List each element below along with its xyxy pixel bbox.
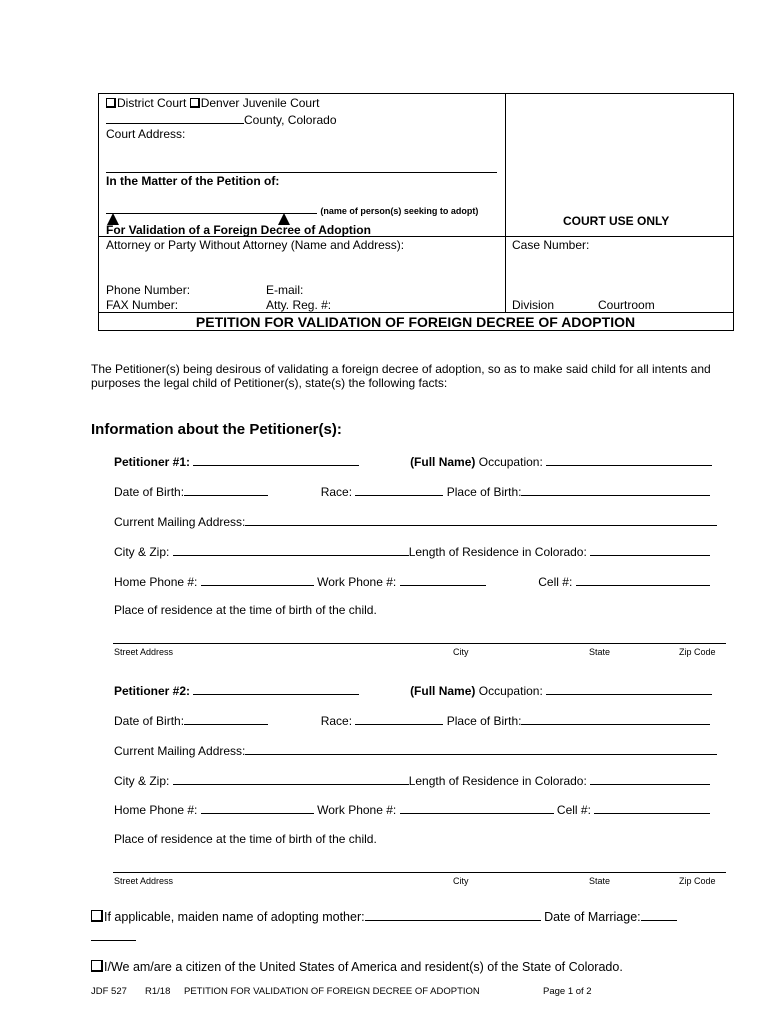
county-label: County, Colorado [244, 113, 337, 127]
footer-revision: R1/18 [145, 986, 171, 997]
court-address-label: Court Address: [106, 127, 186, 141]
intro-paragraph: The Petitioner(s) being desirous of validating a foreign decree of adoption, so as to make said child for all intents and purposes the legal child of Petitioner(s), state(s) the following facts: [91, 362, 711, 390]
marriage-label: Date of Marriage: [544, 910, 641, 924]
petitioner2-state-caption: State [589, 876, 611, 886]
petitioner2-dob-field[interactable] [184, 713, 268, 725]
petitioner2-home-phone-label: Home Phone #: [114, 803, 198, 817]
petitioner1-city-caption: City [453, 647, 469, 657]
petitioner1-city-row [114, 544, 726, 559]
caption-row-line-2 [98, 312, 733, 313]
petitioner1-work-phone-label: Work Phone #: [317, 575, 397, 589]
petitioner1-home-phone-label: Home Phone #: [114, 575, 198, 589]
petitioner1-pob-field[interactable] [521, 484, 710, 496]
petitioner1-mailing-field[interactable] [245, 514, 717, 526]
county-line [106, 112, 337, 127]
petitioner1-cell-label: Cell #: [538, 575, 573, 589]
petitioner1-pob-label: Place of Birth: [446, 485, 522, 499]
footer-form-id: JDF 527 [91, 986, 127, 997]
petitioner-name-line [106, 202, 478, 217]
petitioner1-zip-caption: Zip Code [679, 647, 716, 657]
petitioner2-residence-length-field[interactable] [590, 773, 710, 785]
petitioner2-work-phone-field[interactable] [400, 802, 554, 814]
footer-title: PETITION FOR VALIDATION OF FOREIGN DECREE OF ADOPTION [184, 986, 480, 997]
petitioner2-place-residence-label: Place of residence at the time of birth of the child. [114, 832, 377, 846]
citizen-row [91, 960, 623, 974]
petitioner2-city-row [114, 773, 726, 788]
marriage-field-part2[interactable] [91, 940, 136, 941]
petitioner2-pob-field[interactable] [521, 713, 710, 725]
petitioner1-residence-length-field[interactable] [590, 544, 710, 556]
county-field[interactable] [106, 112, 244, 124]
maiden-label: If applicable, maiden name of adopting mother: [104, 910, 365, 924]
petitioner2-city-caption: City [453, 876, 469, 886]
petitioner1-race-label: Race: [320, 485, 353, 499]
petitioner1-street-caption: Street Address [114, 647, 174, 657]
petitioner2-occupation-label: Occupation: [478, 684, 543, 698]
petitioner1-dob-row [114, 484, 726, 499]
case-number-label[interactable]: Case Number: [512, 238, 590, 252]
attorney-label: Attorney or Party Without Attorney (Name and Address): [106, 238, 405, 252]
phone-label: Phone Number: [106, 283, 191, 297]
petitioner1-city-zip-field[interactable] [173, 544, 409, 556]
petitioner1-name-field[interactable] [193, 454, 359, 466]
district-court-label: District Court [117, 96, 187, 110]
petitioner1-label: Petitioner #1: [114, 455, 191, 469]
section-heading: Information about the Petitioner(s): [91, 421, 342, 438]
court-use-label: COURT USE ONLY [563, 214, 670, 228]
petitioner1-place-residence-label: Place of residence at the time of birth of the child. [114, 603, 377, 617]
atty-reg-label: Atty. Reg. #: [266, 298, 332, 312]
petitioner2-name-field[interactable] [193, 683, 359, 695]
petitioner2-home-phone-field[interactable] [201, 802, 314, 814]
court-address-field[interactable] [106, 172, 497, 173]
name-note: (name of person(s) seeking to adopt) [320, 206, 479, 216]
petitioner2-street-caption: Street Address [114, 876, 174, 886]
validation-label: For Validation of a Foreign Decree of Adoption [106, 223, 371, 237]
petitioner2-fullname-label: (Full Name) [410, 684, 476, 698]
petitioner1-address-field[interactable] [113, 643, 726, 644]
petitioner1-home-phone-field[interactable] [201, 574, 314, 586]
petitioner2-label: Petitioner #2: [114, 684, 191, 698]
fax-label: FAX Number: [106, 298, 179, 312]
court-options [106, 96, 319, 110]
citizen-label: I/We am/are a citizen of the United States of America and resident(s) of the State of Colorado. [104, 960, 623, 974]
petitioner1-mailing-row [114, 514, 726, 529]
petitioner2-address-field[interactable] [113, 872, 726, 873]
petitioner1-occupation-label: Occupation: [478, 455, 543, 469]
petitioner2-dob-row [114, 713, 726, 728]
petitioner2-race-field[interactable] [355, 713, 443, 725]
denver-juvenile-checkbox[interactable] [190, 98, 200, 108]
petitioner1-dob-field[interactable] [184, 484, 268, 496]
petitioner2-phone-row [114, 802, 726, 817]
petitioner2-mailing-label: Current Mailing Address: [114, 744, 246, 758]
petitioner1-dob-label: Date of Birth: [114, 485, 185, 499]
petitioner1-mailing-label: Current Mailing Address: [114, 515, 246, 529]
division-label: Division [512, 298, 555, 312]
petitioner1-race-field[interactable] [355, 484, 443, 496]
petitioner1-cell-field[interactable] [576, 574, 710, 586]
document-title: PETITION FOR VALIDATION OF FOREIGN DECREE OF ADOPTION [195, 314, 636, 330]
petitioner2-pob-label: Place of Birth: [446, 714, 522, 728]
petitioner2-dob-label: Date of Birth: [114, 714, 185, 728]
courtroom-label: Courtroom [598, 298, 655, 312]
denver-juvenile-label: Denver Juvenile Court [200, 96, 320, 110]
petitioner2-cell-field[interactable] [594, 802, 710, 814]
maiden-row [91, 909, 677, 924]
petitioner2-name-row [114, 683, 726, 698]
matter-label: In the Matter of the Petition of: [106, 174, 280, 188]
petitioner2-residence-length-label: Length of Residence in Colorado: [408, 774, 587, 788]
petitioner2-work-phone-label: Work Phone #: [317, 803, 397, 817]
petitioner2-race-label: Race: [320, 714, 353, 728]
marriage-field-part1[interactable] [641, 909, 677, 921]
petitioner1-fullname-label: (Full Name) [410, 455, 476, 469]
petitioner1-work-phone-field[interactable] [400, 574, 486, 586]
footer-page: Page 1 of 2 [543, 986, 592, 997]
petitioner2-mailing-row [114, 743, 726, 758]
petitioner2-zip-caption: Zip Code [679, 876, 716, 886]
petitioner1-occupation-field[interactable] [546, 454, 712, 466]
citizen-checkbox[interactable] [91, 960, 103, 972]
maiden-field[interactable] [365, 909, 541, 921]
district-court-checkbox[interactable] [106, 98, 116, 108]
petitioner1-residence-length-label: Length of Residence in Colorado: [408, 545, 587, 559]
petitioner1-state-caption: State [589, 647, 611, 657]
petitioner2-cell-label: Cell #: [556, 803, 591, 817]
petitioner1-city-zip-label: City & Zip: [114, 545, 170, 559]
petitioner2-city-zip-field[interactable] [173, 773, 409, 785]
petitioner2-city-zip-label: City & Zip: [114, 774, 170, 788]
petitioner2-occupation-field[interactable] [546, 683, 712, 695]
caption-divider [505, 93, 506, 313]
petitioner2-mailing-field[interactable] [245, 743, 717, 755]
petitioner1-name-row [114, 454, 726, 469]
maiden-checkbox[interactable] [91, 910, 103, 922]
email-label: E-mail: [266, 283, 304, 297]
petitioner1-phone-row [114, 574, 726, 589]
